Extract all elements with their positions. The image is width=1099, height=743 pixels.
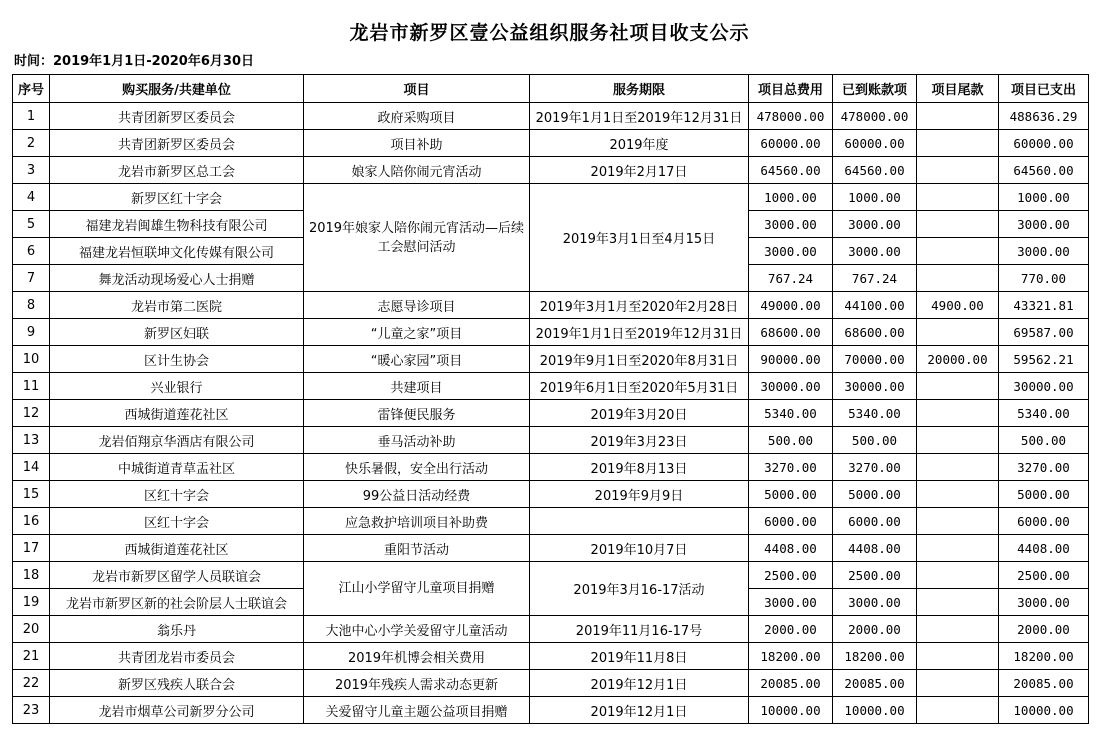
cell-total: 5340.00 [749,400,833,427]
cell-received: 478000.00 [833,103,917,130]
cell-total: 10000.00 [749,697,833,724]
cell-unit: 共青团新罗区委员会 [50,130,304,157]
cell-spent: 3270.00 [999,454,1089,481]
cell-balance [917,184,999,211]
col-header-no: 序号 [13,75,50,103]
cell-total: 90000.00 [749,346,833,373]
cell-received: 30000.00 [833,373,917,400]
cell-unit: 新罗区红十字会 [50,184,304,211]
cell-spent: 18200.00 [999,643,1089,670]
cell-project: 大池中心小学关爱留守儿童活动 [304,616,530,643]
cell-total: 2500.00 [749,562,833,589]
cell-no: 2 [13,130,50,157]
cell-no: 12 [13,400,50,427]
cell-term: 2019年3月1月至2020年2月28日 [530,292,749,319]
header-row [13,75,1089,103]
cell-unit: 翁乐丹 [50,616,304,643]
cell-unit: 龙岩市第二医院 [50,292,304,319]
cell-balance [917,157,999,184]
table-row [13,697,1089,724]
cell-balance [917,508,999,535]
cell-received: 60000.00 [833,130,917,157]
cell-project: “儿童之家”项目 [304,319,530,346]
cell-total: 2000.00 [749,616,833,643]
cell-balance [917,643,999,670]
cell-spent: 6000.00 [999,508,1089,535]
cell-total: 767.24 [749,265,833,292]
cell-no: 6 [13,238,50,265]
cell-project: 项目补助 [304,130,530,157]
table-row [13,562,1089,589]
cell-total: 3000.00 [749,589,833,616]
cell-spent: 43321.81 [999,292,1089,319]
table-row [13,103,1089,130]
cell-received: 4408.00 [833,535,917,562]
cell-spent: 500.00 [999,427,1089,454]
cell-no: 21 [13,643,50,670]
cell-unit: 舞龙活动现场爱心人士捐赠 [50,265,304,292]
cell-term: 2019年10月7日 [530,535,749,562]
cell-unit: 福建龙岩恒联坤文化传媒有限公司 [50,238,304,265]
cell-project: 志愿导诊项目 [304,292,530,319]
cell-no: 8 [13,292,50,319]
cell-unit: 龙岩佰翔京华酒店有限公司 [50,427,304,454]
cell-unit: 西城街道莲花社区 [50,535,304,562]
cell-no: 23 [13,697,50,724]
col-header-term: 服务期限 [530,75,749,103]
cell-term: 2019年1月1日至2019年12月31日 [530,319,749,346]
table-row [13,292,1089,319]
cell-balance [917,238,999,265]
cell-received: 500.00 [833,427,917,454]
cell-no: 19 [13,589,50,616]
table-body [13,103,1089,724]
cell-unit: 西城街道莲花社区 [50,400,304,427]
cell-unit: 兴业银行 [50,373,304,400]
cell-balance [917,211,999,238]
cell-unit: 龙岩市新罗区总工会 [50,157,304,184]
col-header-total: 项目总费用 [749,75,833,103]
cell-spent: 2000.00 [999,616,1089,643]
cell-received: 20085.00 [833,670,917,697]
table-row [13,157,1089,184]
cell-total: 49000.00 [749,292,833,319]
cell-term: 2019年3月1日至4月15日 [530,184,749,292]
cell-spent: 3000.00 [999,211,1089,238]
cell-spent: 64560.00 [999,157,1089,184]
cell-no: 18 [13,562,50,589]
cell-received: 2500.00 [833,562,917,589]
cell-spent: 59562.21 [999,346,1089,373]
cell-total: 64560.00 [749,157,833,184]
cell-balance [917,697,999,724]
cell-project: 政府采购项目 [304,103,530,130]
cell-no: 20 [13,616,50,643]
cell-spent: 2500.00 [999,562,1089,589]
cell-spent: 60000.00 [999,130,1089,157]
cell-no: 5 [13,211,50,238]
cell-spent: 5340.00 [999,400,1089,427]
col-header-spent: 项目已支出 [999,75,1089,103]
cell-spent: 3000.00 [999,589,1089,616]
cell-balance: 20000.00 [917,346,999,373]
cell-received: 18200.00 [833,643,917,670]
cell-unit: 区计生协会 [50,346,304,373]
cell-spent: 4408.00 [999,535,1089,562]
cell-spent: 69587.00 [999,319,1089,346]
cell-received: 1000.00 [833,184,917,211]
cell-no: 1 [13,103,50,130]
cell-balance: 4900.00 [917,292,999,319]
cell-spent: 10000.00 [999,697,1089,724]
cell-balance [917,589,999,616]
table-row [13,373,1089,400]
cell-project: 99公益日活动经费 [304,481,530,508]
cell-spent: 30000.00 [999,373,1089,400]
cell-no: 7 [13,265,50,292]
cell-balance [917,454,999,481]
cell-balance [917,265,999,292]
cell-total: 20085.00 [749,670,833,697]
cell-spent: 20085.00 [999,670,1089,697]
cell-received: 2000.00 [833,616,917,643]
table-row [13,616,1089,643]
cell-no: 3 [13,157,50,184]
cell-total: 60000.00 [749,130,833,157]
cell-no: 13 [13,427,50,454]
cell-term: 2019年3月20日 [530,400,749,427]
cell-no: 9 [13,319,50,346]
cell-term: 2019年11月16-17号 [530,616,749,643]
table-row [13,670,1089,697]
cell-no: 11 [13,373,50,400]
cell-project: 雷锋便民服务 [304,400,530,427]
cell-no: 10 [13,346,50,373]
cell-received: 3000.00 [833,211,917,238]
cell-spent: 5000.00 [999,481,1089,508]
col-header-balance: 项目尾款 [917,75,999,103]
cell-total: 1000.00 [749,184,833,211]
table-row [13,400,1089,427]
table-row [13,454,1089,481]
table-row [13,319,1089,346]
cell-balance [917,535,999,562]
cell-term: 2019年12月1日 [530,697,749,724]
cell-term: 2019年12月1日 [530,670,749,697]
cell-unit: 共青团新罗区委员会 [50,103,304,130]
cell-term: 2019年2月17日 [530,157,749,184]
cell-total: 500.00 [749,427,833,454]
cell-project: 重阳节活动 [304,535,530,562]
cell-total: 3000.00 [749,211,833,238]
cell-project: 2019年娘家人陪你闹元宵活动—后续工会慰问活动 [304,184,530,292]
col-header-received: 已到账款项 [833,75,917,103]
cell-unit: 区红十字会 [50,508,304,535]
cell-project: 关爱留守儿童主题公益项目捐赠 [304,697,530,724]
cell-project: 应急救护培训项目补助费 [304,508,530,535]
cell-received: 70000.00 [833,346,917,373]
cell-spent: 770.00 [999,265,1089,292]
cell-spent: 3000.00 [999,238,1089,265]
cell-total: 5000.00 [749,481,833,508]
cell-unit: 龙岩市烟草公司新罗分公司 [50,697,304,724]
table-row [13,427,1089,454]
cell-term: 2019年1月1日至2019年12月31日 [530,103,749,130]
cell-unit: 福建龙岩闽雄生物科技有限公司 [50,211,304,238]
cell-no: 17 [13,535,50,562]
cell-no: 15 [13,481,50,508]
cell-received: 6000.00 [833,508,917,535]
cell-term: 2019年度 [530,130,749,157]
cell-received: 5000.00 [833,481,917,508]
cell-term: 2019年3月16-17活动 [530,562,749,616]
cell-term [530,508,749,535]
cell-no: 14 [13,454,50,481]
cell-received: 10000.00 [833,697,917,724]
cell-received: 3270.00 [833,454,917,481]
cell-total: 478000.00 [749,103,833,130]
cell-unit: 龙岩市新罗区留学人员联谊会 [50,562,304,589]
cell-total: 3270.00 [749,454,833,481]
cell-received: 3000.00 [833,589,917,616]
cell-total: 4408.00 [749,535,833,562]
cell-balance [917,616,999,643]
cell-project: “暖心家园”项目 [304,346,530,373]
cell-received: 5340.00 [833,400,917,427]
cell-no: 22 [13,670,50,697]
cell-total: 6000.00 [749,508,833,535]
cell-balance [917,481,999,508]
cell-project: 2019年机博会相关费用 [304,643,530,670]
cell-balance [917,373,999,400]
cell-received: 44100.00 [833,292,917,319]
cell-received: 64560.00 [833,157,917,184]
cell-received: 68600.00 [833,319,917,346]
cell-received: 3000.00 [833,238,917,265]
cell-unit: 新罗区妇联 [50,319,304,346]
cell-spent: 488636.29 [999,103,1089,130]
cell-project: 垂马活动补助 [304,427,530,454]
cell-spent: 1000.00 [999,184,1089,211]
cell-unit: 中城街道青草盂社区 [50,454,304,481]
cell-project: 江山小学留守儿童项目捐赠 [304,562,530,616]
cell-balance [917,670,999,697]
table-row [13,346,1089,373]
table-row [13,184,1089,211]
cell-project: 娘家人陪你闹元宵活动 [304,157,530,184]
cell-project: 快乐暑假，安全出行活动 [304,454,530,481]
cell-term: 2019年11月8日 [530,643,749,670]
time-period: 时间：2019年1月1日-2020年6月30日 [14,54,254,69]
cell-term: 2019年9月1日至2020年8月31日 [530,346,749,373]
cell-unit: 区红十字会 [50,481,304,508]
table-row [13,481,1089,508]
cell-received: 767.24 [833,265,917,292]
cell-balance [917,103,999,130]
table-row [13,643,1089,670]
cell-term: 2019年3月23日 [530,427,749,454]
cell-balance [917,562,999,589]
col-header-unit: 购买服务/共建单位 [50,75,304,103]
cell-total: 18200.00 [749,643,833,670]
table-row [13,508,1089,535]
cell-total: 3000.00 [749,238,833,265]
col-header-project: 项目 [304,75,530,103]
cell-balance [917,319,999,346]
page-title: 龙岩市新罗区壹公益组织服务社项目收支公示 [349,22,750,44]
cell-balance [917,400,999,427]
cell-unit: 新罗区残疾人联合会 [50,670,304,697]
cell-no: 16 [13,508,50,535]
cell-project: 共建项目 [304,373,530,400]
table-row [13,130,1089,157]
cell-term: 2019年9月9日 [530,481,749,508]
table-row [13,535,1089,562]
cell-balance [917,130,999,157]
cell-balance [917,427,999,454]
finance-table [12,74,1089,724]
cell-term: 2019年8月13日 [530,454,749,481]
cell-unit: 龙岩市新罗区新的社会阶层人士联谊会 [50,589,304,616]
cell-total: 30000.00 [749,373,833,400]
cell-term: 2019年6月1日至2020年5月31日 [530,373,749,400]
cell-project: 2019年残疾人需求动态更新 [304,670,530,697]
cell-unit: 共青团龙岩市委员会 [50,643,304,670]
cell-no: 4 [13,184,50,211]
cell-total: 68600.00 [749,319,833,346]
